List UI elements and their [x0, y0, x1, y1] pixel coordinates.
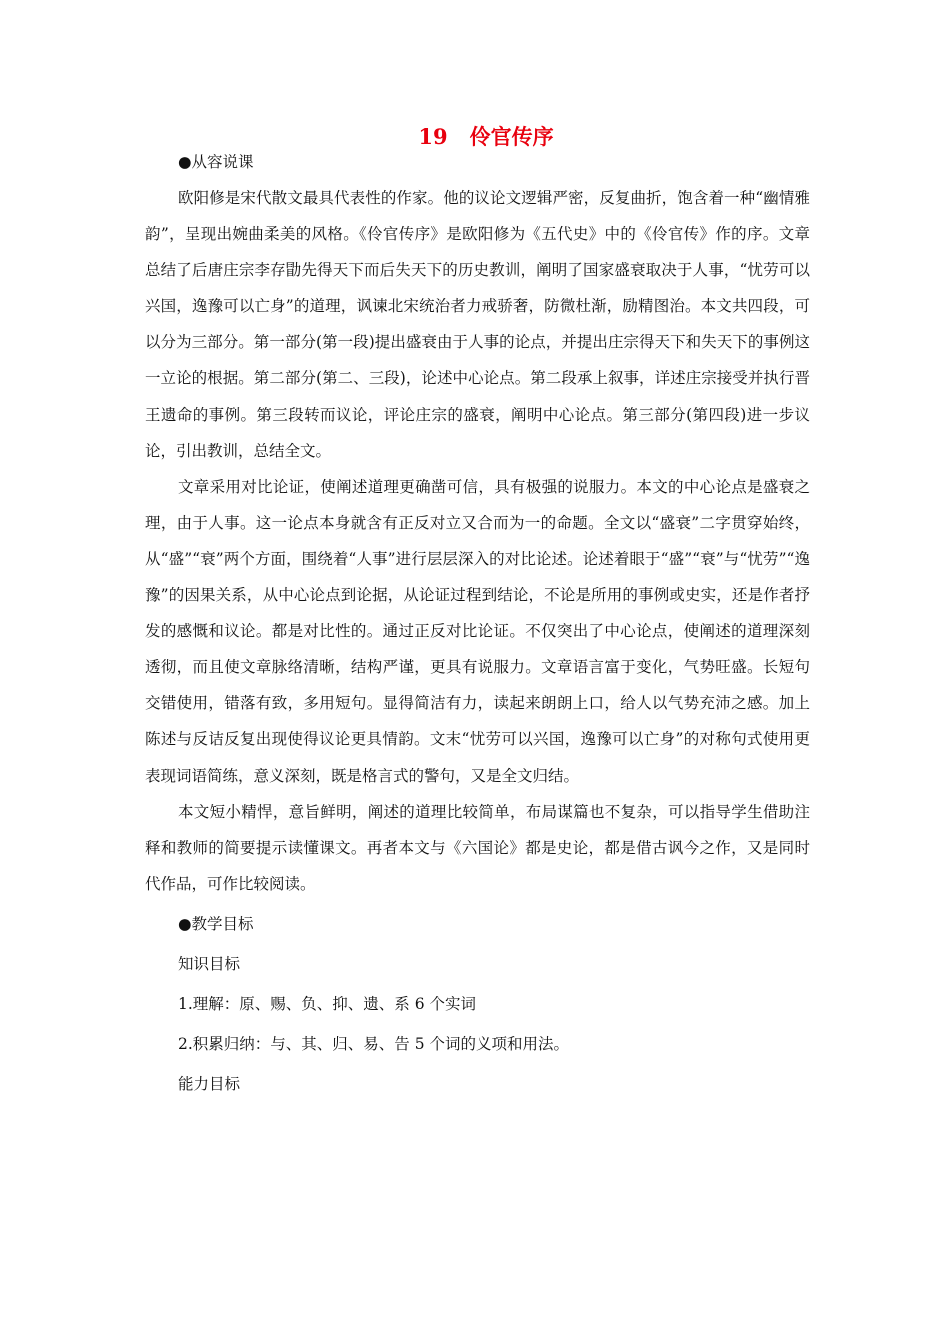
goal-item-2: 2.积累归纳：与、其、归、易、告 5 个词的义项和用法。: [178, 1034, 570, 1053]
paragraph-2: 文章采用对比论证，使阐述道理更确凿可信，具有极强的说服力。本文的中心论点是盛衰之理，由于人事。这一论点本身就含有正反对立又合而为一的命题。全文以“盛衰”二字贯穿始终，从“盛”“衰”两个方面，围绕着“人事”进行层层深入的对比论述。论述着眼于“盛”“衰”与“忧劳”“逸豫”的因果关系，从中心论点到论据，从论证过程到结论，不论是所用的事例或史实，还是作者抒发的感慨和议论。都是对比性的。通过正反对比论证。不仅突出了中心论点，使阐述的道理深刻透彻，而且使文章脉络清晰，结构严谨，更具有说服力。文章语言富于变化，气势旺盛。长短句交错使用，错落有致，多用短句。显得简洁有力，读起来朗朗上口，给人以气势充沛之感。加上陈述与反诘反复出现使得议论更具情韵。文末“忧劳可以兴国，逸豫可以亡身”的对称句式使用更表现词语简练，意义深刻，既是格言式的警句，又是全文归结。: [145, 477, 810, 785]
paragraph-1: 欧阳修是宋代散文最具代表性的作家。他的议论文逻辑严密，反复曲折，饱含着一种“幽情雅韵”，呈现出婉曲柔美的风格。《伶官传序》是欧阳修为《五代史》中的《伶官传》作的序。文章总结了后唐庄宗李存勖先得天下而后失天下的历史教训，阐明了国家盛衰取决于人事，“忧劳可以兴国，逸豫可以亡身”的道理，讽谏北宋统治者力戒骄奢，防微杜渐，励精图治。本文共四段，可以分为三部分。第一部分(第一段)提出盛衰由于人事的论点，并提出庄宗得天下和失天下的事例这一立论的根据。第二部分(第二、三段)，论述中心论点。第二段承上叙事，详述庄宗接受并执行晋王遗命的事例。第三段转而议论，评论庄宗的盛衰，阐明中心论点。第三部分(第四段)进一步议论，引出教训，总结全文。: [145, 189, 810, 460]
paragraph-3: 本文短小精悍，意旨鲜明，阐述的道理比较简单，布局谋篇也不复杂，可以指导学生借助注释和教师的简要提示读懂课文。再者本文与《六国论》都是史论，都是借古讽今之作，又是同时代作品，可作比较阅读。: [145, 802, 810, 893]
section-heading-goals: ●教学目标: [178, 914, 254, 933]
ability-goals-heading: 能力目标: [178, 1074, 241, 1093]
document-body: [145, 148, 810, 1110]
lesson-title-text: 伶官传序: [469, 124, 554, 149]
goal-item-1: 1.理解：原、赐、负、抑、遗、系 6 个实词: [178, 994, 477, 1013]
section-heading-lecture: ●从容说课: [178, 153, 254, 171]
lesson-number: 19: [418, 124, 448, 149]
knowledge-goals-heading: 知识目标: [178, 954, 241, 973]
